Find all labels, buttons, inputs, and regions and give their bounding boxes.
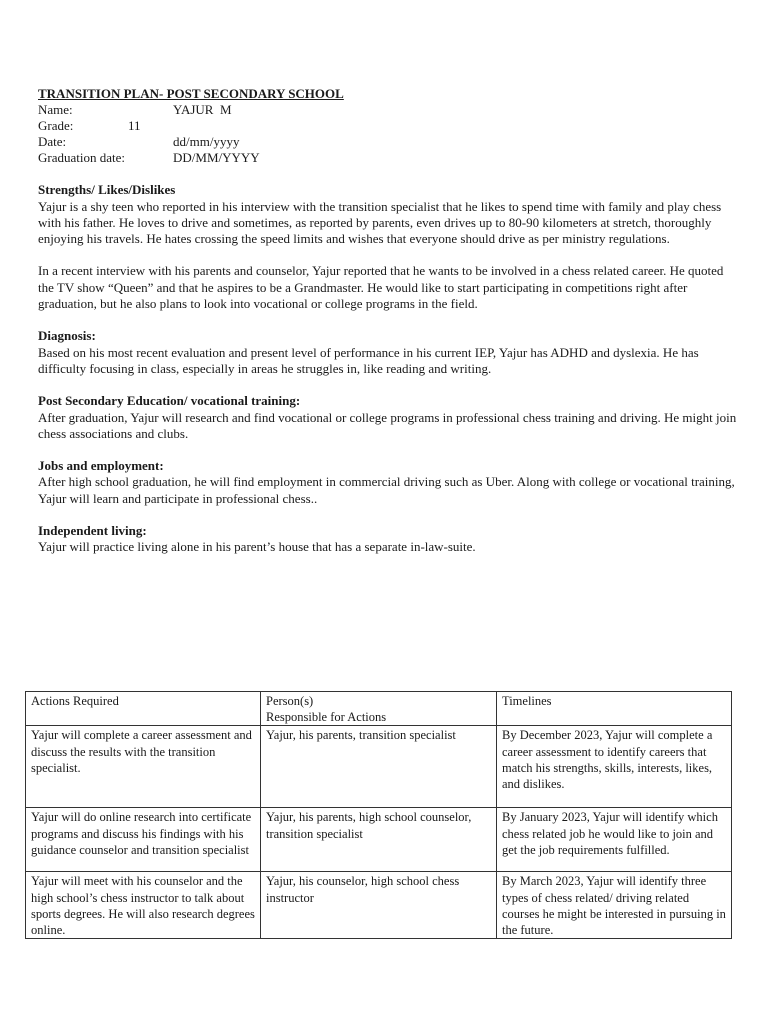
section-paragraph: Yajur is a shy teen who reported in his interview with the transition specialist that he likes to spend time with family and play chess with his father. He loves to drive and sometimes, as reported by parents, even drives up to 80-90 kilometers at stretch, thoroughly enjoying his travels. He hates crossing the speed limits and wishes that everyone should drive as per ministry regulations. <box>38 198 722 247</box>
section-heading: Jobs and employment: <box>38 458 164 474</box>
timeline-cell: By December 2023, Yajur will complete a career assessment to identify careers that match his strengths, skills, interests, likes, and dislikes. <box>497 726 732 808</box>
section-paragraph: Based on his most recent evaluation and present level of performance in his current IEP, Yajur has ADHD and dyslexia. He has difficulty focusing in class, especially in areas he struggles in, like reading and writing. <box>38 344 699 376</box>
section-paragraph: After graduation, Yajur will research and find vocational or college programs in professional chess training and driving. He might join chess associations and clubs. <box>38 409 737 441</box>
section-heading: Independent living: <box>38 523 147 539</box>
graduation-label: Graduation date: <box>38 150 125 166</box>
header-persons-line2: Responsible for Actions <box>266 710 387 725</box>
header-actions: Actions Required <box>26 692 261 726</box>
persons-cell: Yajur, his counselor, high school chess instructor <box>261 872 497 939</box>
graduation-value: DD/MM/YYYY <box>173 150 260 166</box>
name-value: YAJUR M <box>173 102 232 118</box>
graduation-row <box>38 150 738 166</box>
header-timelines: Timelines <box>497 692 732 726</box>
grade-label: Grade: <box>38 118 74 134</box>
section-independent-living <box>38 523 738 556</box>
name-row <box>38 102 738 118</box>
section-diagnosis <box>38 328 738 377</box>
date-row <box>38 134 738 150</box>
action-cell: Yajur will do online research into certificate programs and discuss his findings with his guidance counselor and transition specialist <box>26 808 261 872</box>
action-cell: Yajur will complete a career assessment and discuss the results with the transition specialist. <box>26 726 261 808</box>
timeline-cell: By January 2023, Yajur will identify which chess related job he would like to join and get the job requirements fulfilled. <box>497 808 732 872</box>
action-cell: Yajur will meet with his counselor and the high school’s chess instructor to talk about sports degrees. He will also research degrees online. <box>26 872 261 939</box>
table-header-row <box>26 692 732 726</box>
document-title: TRANSITION PLAN- POST SECONDARY SCHOOL <box>38 86 344 101</box>
table-row <box>26 726 732 808</box>
grade-row <box>38 118 738 134</box>
name-label: Name: <box>38 102 73 118</box>
section-paragraph: Yajur will practice living alone in his parent’s house that has a separate in-law-suite. <box>38 539 476 555</box>
date-value: dd/mm/yyyy <box>173 134 240 150</box>
table-row <box>26 808 732 872</box>
section-strengths <box>38 182 738 312</box>
section-jobs <box>38 458 738 507</box>
section-heading: Strengths/ Likes/Dislikes <box>38 182 176 198</box>
transition-plan-table <box>25 691 732 939</box>
document-body <box>38 86 738 556</box>
timeline-cell: By March 2023, Yajur will identify three types of chess related/ driving related courses he might be interested in pursuing in the future. <box>497 872 732 939</box>
header-persons <box>261 692 497 726</box>
table-row <box>26 872 732 939</box>
header-persons-line1: Person(s) <box>266 694 314 708</box>
section-paragraph: After high school graduation, he will find employment in commercial driving such as Uber. Along with college or vocational training, Yajur will learn and participate in professional chess.. <box>38 474 735 506</box>
grade-value: 11 <box>128 118 141 134</box>
persons-cell: Yajur, his parents, transition specialist <box>261 726 497 808</box>
section-paragraph: In a recent interview with his parents and counselor, Yajur reported that he wants to be involved in a chess related career. He quoted the TV show “Queen” and that he aspires to be a Grandmaster. He would like to start participating in competitions right after graduation, but he also plans to look into vocational or college programs in the field. <box>38 263 724 312</box>
date-label: Date: <box>38 134 67 150</box>
section-heading: Post Secondary Education/ vocational training: <box>38 393 301 409</box>
persons-cell: Yajur, his parents, high school counselor, transition specialist <box>261 808 497 872</box>
section-heading: Diagnosis: <box>38 328 96 344</box>
section-post-secondary <box>38 393 738 442</box>
